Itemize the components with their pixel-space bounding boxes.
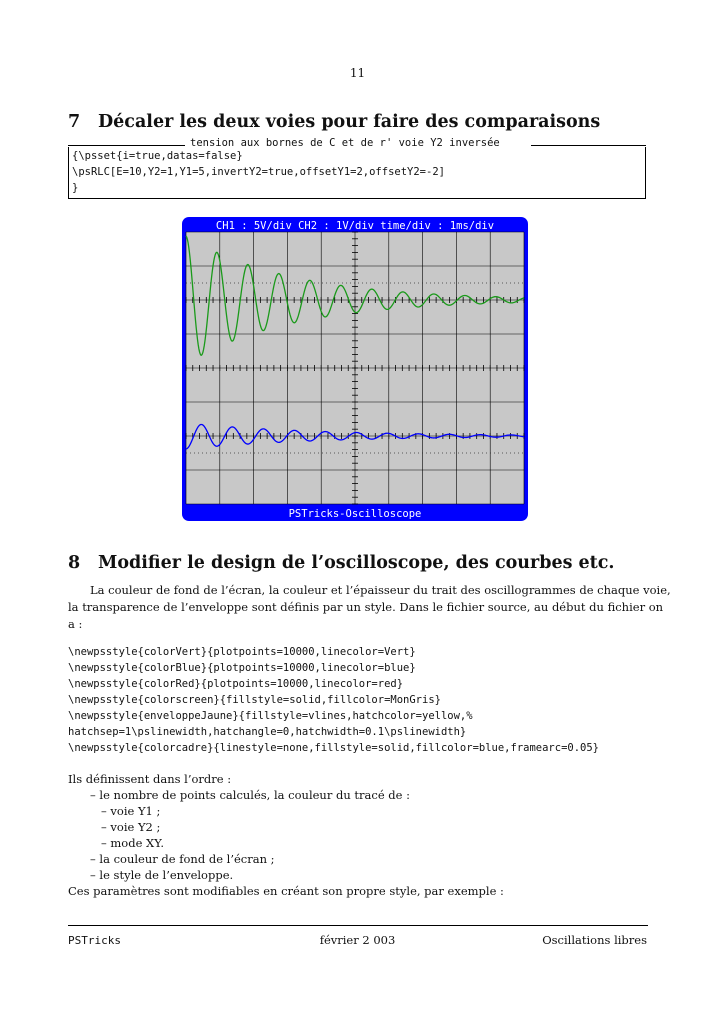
list-item: – le style de l’enveloppe.	[90, 868, 234, 882]
footer-right: Oscillations libres	[542, 933, 647, 947]
source-line: \newpsstyle{colorBlue}{plotpoints=10000,linecolor=blue}	[68, 662, 416, 674]
list-subitem: – voie Y1 ;	[101, 804, 161, 818]
code-box-title: tension aux bornes de C et de r' voie Y2 inversée	[190, 137, 500, 149]
oscilloscope-header: CH1 : 5V/div CH2 : 1V/div time/div : 1ms/div	[215, 220, 495, 232]
paragraph-line: la transparence de l’enveloppe sont définis par un style. Dans le fichier source, au début du fichier on	[68, 600, 664, 614]
list-item-text: le nombre de points calculés, la couleur du tracé de :	[99, 788, 410, 802]
source-line: \newpsstyle{colorcadre}{linestyle=none,fillstyle=solid,fillcolor=blue,framearc=0.05}	[68, 742, 600, 754]
list-intro: Ils définissent dans l’ordre :	[68, 772, 232, 786]
footer-left: PSTricks	[68, 934, 121, 947]
section-8-title: Modifier le design de l’oscilloscope, des courbes etc.	[98, 553, 615, 573]
list-item-text: le style de l’enveloppe.	[99, 868, 234, 882]
closing-text: Ces paramètres sont modifiables en créant son propre style, par exemple :	[68, 884, 504, 898]
footer-center: février 2 003	[319, 933, 396, 947]
code-box-top-rule-right	[531, 145, 646, 146]
source-line: hatchsep=1\pslinewidth,hatchangle=0,hatchwidth=0.1\pslinewidth}	[68, 726, 467, 738]
oscilloscope-footer: PSTricks-Oscilloscope	[288, 508, 422, 520]
source-line: \newpsstyle{colorRed}{plotpoints=10000,linecolor=red}	[68, 678, 404, 690]
section-8-number: 8	[68, 553, 81, 573]
list-item-text: voie Y2 ;	[110, 820, 161, 834]
source-line: \newpsstyle{colorscreen}{fillstyle=solid,fillcolor=MonGris}	[68, 694, 441, 706]
section-7-title: Décaler les deux voies pour faire des comparaisons	[98, 112, 601, 132]
list-item: – le nombre de points calculés, la couleur du tracé de :	[90, 788, 410, 802]
list-item-text: mode XY.	[110, 836, 165, 850]
list-item: – la couleur de fond de l’écran ;	[90, 852, 275, 866]
code-box-top-rule-left	[68, 145, 185, 146]
section-7-number: 7	[68, 112, 81, 132]
footer-rule	[68, 925, 648, 926]
list-item-text: voie Y1 ;	[110, 804, 161, 818]
list-subitem: – mode XY.	[101, 836, 165, 850]
code-line: \psRLC[E=10,Y2=1,Y1=5,invertY2=true,offsetY1=2,offsetY2=-2]	[72, 166, 445, 178]
list-item-text: la couleur de fond de l’écran ;	[99, 852, 275, 866]
code-line: {\psset{i=true,datas=false}	[72, 150, 243, 162]
code-line: }	[72, 182, 79, 194]
source-line: \newpsstyle{colorVert}{plotpoints=10000,linecolor=Vert}	[68, 646, 416, 658]
paragraph-line: La couleur de fond de l’écran, la couleur et l’épaisseur du trait des oscillogrammes de chaque voie,	[90, 583, 671, 597]
list-subitem: – voie Y2 ;	[101, 820, 161, 834]
oscilloscope-figure	[182, 217, 528, 521]
section-8-heading	[68, 553, 615, 573]
page-number: 11	[349, 66, 366, 80]
section-7-heading	[68, 112, 600, 132]
source-line: \newpsstyle{enveloppeJaune}{fillstyle=vlines,hatchcolor=yellow,%	[68, 710, 473, 722]
paragraph-line: a :	[68, 617, 83, 631]
